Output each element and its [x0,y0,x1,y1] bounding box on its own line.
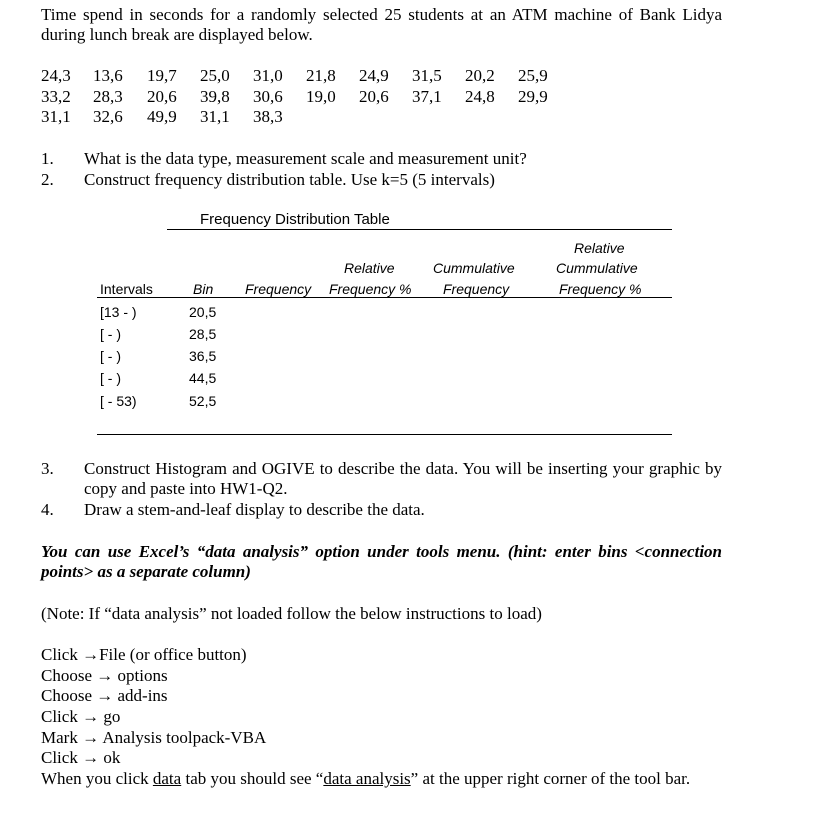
final-text: tab you should see “ [181,769,324,788]
data-value: 20,2 [465,66,495,85]
note-text: (Note: If “data analysis” not loaded follow the below instructions to load) [41,604,542,623]
data-value: 31,5 [412,66,442,85]
question-text: Construct Histogram and OGIVE to describe the data. You will be inserting your graphic by copy and paste into HW1-Q2. [84,459,722,498]
arrow-icon: → [82,748,100,767]
data-value: 31,1 [41,107,71,126]
step-verb: Click [41,645,78,664]
data-value: 31,1 [200,107,230,126]
question-text: What is the data type, measurement scale and measurement unit? [84,149,527,168]
question-number: 2. [41,170,54,189]
data-value: 37,1 [412,87,442,106]
final-paragraph [41,769,722,789]
data-value: 20,6 [359,87,389,106]
table-header-rule [97,297,672,298]
header-cumulative-line2: Frequency [443,281,510,297]
data-analysis-link: data analysis [323,769,411,788]
arrow-icon: → [82,707,100,726]
step-text: File (or office button) [99,645,247,664]
data-value: 19,0 [306,87,336,106]
step-verb: Choose [41,686,92,705]
header-relative-line2: Frequency % [329,281,412,297]
step-verb: Click [41,707,78,726]
data-value: 13,6 [93,66,123,85]
data-value: 49,9 [147,107,177,126]
data-value: 21,8 [306,66,336,85]
data-value: 29,9 [518,87,548,106]
header-relcum-line2: Cummulative [556,260,638,276]
question-3 [41,459,722,499]
bin-cell: 44,5 [189,370,217,386]
data-value: 24,3 [41,66,71,85]
header-relcum-line3: Frequency % [559,281,642,297]
instruction-step [41,666,168,686]
bin-cell: 20,5 [189,304,217,320]
question-number: 4. [41,500,54,519]
arrow-icon: → [96,686,114,705]
step-text: ok [103,748,121,767]
data-tab-link: data [152,769,182,788]
data-value: 28,3 [93,87,123,106]
excel-hint: You can use Excel’s “data analysis” option under tools menu. (hint: enter bins <connection points> as a separate column) [41,542,722,581]
interval-cell: [13 - ) [100,304,137,320]
interval-cell: [ - ) [100,326,121,342]
instruction-step [41,728,266,748]
instruction-step [41,645,247,665]
bin-cell: 36,5 [189,348,217,364]
question-number: 1. [41,149,54,168]
question-text: Draw a stem-and-leaf display to describe the data. [84,500,425,519]
data-value: 24,8 [465,87,495,106]
step-text: Analysis toolpack-VBA [102,728,267,747]
data-value: 31,0 [253,66,283,85]
data-value: 38,3 [253,107,283,126]
instruction-step [41,707,120,727]
header-frequency: Frequency [245,281,312,297]
header-relative-line1: Relative [344,260,395,276]
arrow-icon: → [96,666,114,685]
question-text: Construct frequency distribution table. Use k=5 (5 intervals) [84,170,495,189]
final-text: ” at the upper right corner of the tool bar. [410,769,691,788]
table-title: Frequency Distribution Table [200,211,390,228]
step-text: add-ins [117,686,168,705]
data-value: 19,7 [147,66,177,85]
question-number: 3. [41,459,54,478]
step-verb: Click [41,748,78,767]
data-value: 30,6 [253,87,283,106]
header-relcum-line1: Relative [574,240,625,256]
data-value: 25,0 [200,66,230,85]
data-value: 20,6 [147,87,177,106]
bin-cell: 28,5 [189,326,217,342]
header-cumulative-line1: Cummulative [433,260,515,276]
data-value: 33,2 [41,87,71,106]
interval-cell: [ - 53) [100,393,137,409]
data-value: 32,6 [93,107,123,126]
arrow-icon: → [82,728,100,747]
intro-paragraph: Time spend in seconds for a randomly selected 25 students at an ATM machine of Bank Lidya during lunch break are displayed below. [41,5,722,44]
header-intervals: Intervals [100,281,153,297]
header-bin: Bin [193,281,214,297]
instruction-step [41,748,120,768]
interval-cell: [ - ) [100,348,121,364]
step-verb: Choose [41,666,92,685]
data-value: 39,8 [200,87,230,106]
step-verb: Mark [41,728,78,747]
interval-cell: [ - ) [100,370,121,386]
instruction-step [41,686,168,706]
arrow-icon: → [82,645,100,664]
step-text: options [117,666,168,685]
table-top-rule [167,229,672,230]
table-bottom-rule [97,434,672,435]
final-text: When you click [41,769,153,788]
step-text: go [103,707,121,726]
data-value: 25,9 [518,66,548,85]
bin-cell: 52,5 [189,393,217,409]
data-value: 24,9 [359,66,389,85]
